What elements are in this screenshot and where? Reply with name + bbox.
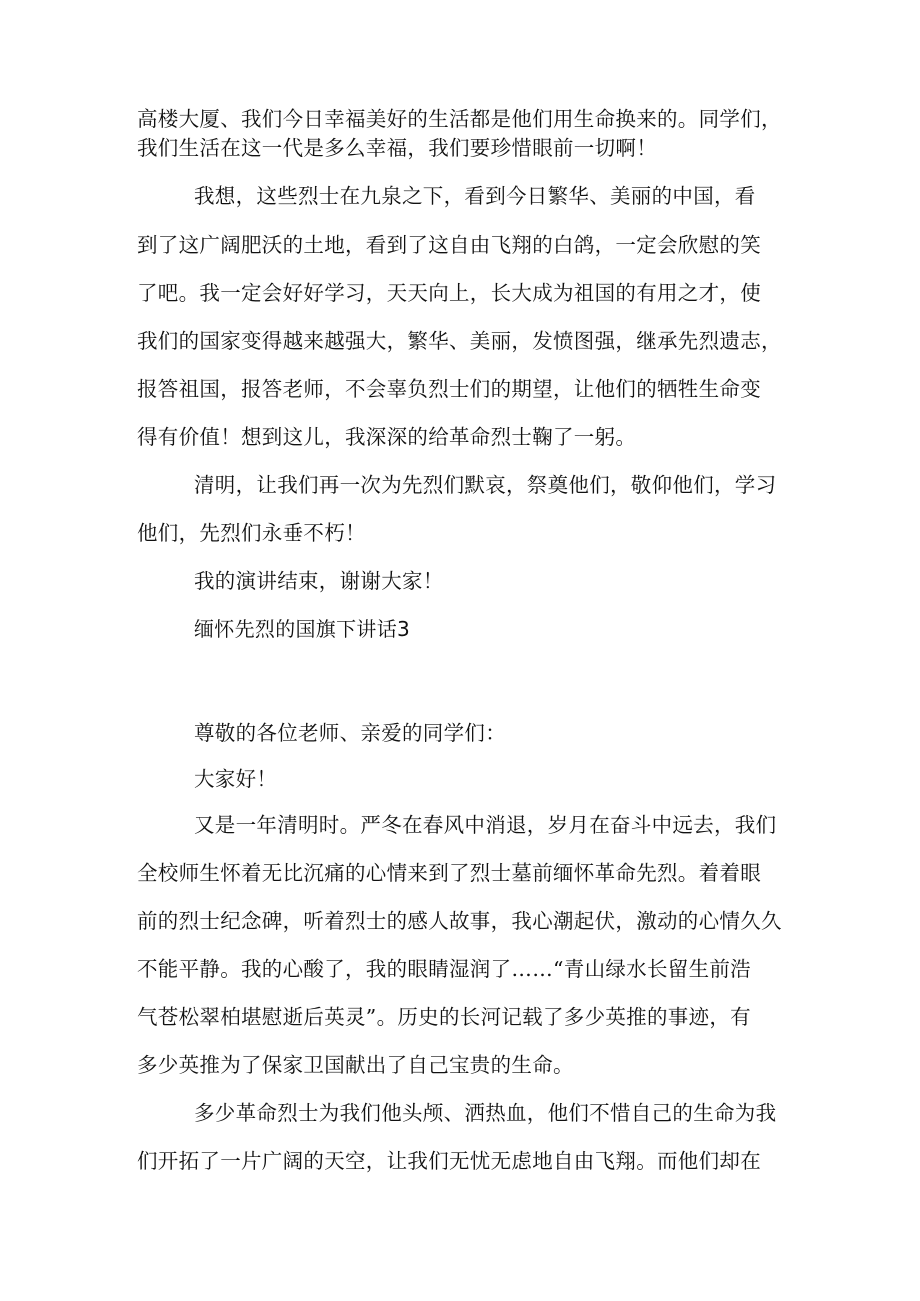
text-line: 高楼大厦、我们今日幸福美好的生活都是他们用生命换来的。同学们， (137, 107, 782, 131)
section-heading: 缅怀先烈的国旗下讲话3 (194, 617, 411, 641)
text-line: 到了这广阔肥沃的土地，看到了这自由飞翔的白鸽，一定会欣慰的笑 (137, 233, 761, 257)
text-line: 我们的国家变得越来越强大，繁华、美丽，发愤图强，继承先烈遗志， (137, 329, 782, 353)
text-line: 清明，让我们再一次为先烈们默哀，祭奠他们，敬仰他们，学习 (194, 473, 777, 497)
salutation: 尊敬的各位老师、亲爱的同学们： (194, 721, 506, 745)
text-line: 他们，先烈们永垂不朽！ (137, 521, 366, 545)
text-line: 我的演讲结束，谢谢大家！ (194, 569, 444, 593)
text-line: 报答祖国，报答老师，不会辜负烈士们的期望，让他们的牺牲生命变 (137, 377, 761, 401)
text-line: 气苍松翠柏堪慰逝后英灵”。历史的长河记载了多少英推的事迹，有 (137, 1005, 751, 1029)
text-line: 多少英推为了保家卫国献出了自己宝贵的生命。 (137, 1053, 574, 1077)
text-line: 我想，这些烈士在九泉之下，看到今日繁华、美丽的中国，看 (194, 184, 756, 208)
text-line: 们开拓了一片广阔的天空，让我们无忧无虑地自由飞翔。而他们却在 (137, 1149, 761, 1173)
text-line: 前的烈士纪念碑，听着烈士的感人故事，我心潮起伏，激动的心情久久 (137, 909, 782, 933)
text-line: 多少革命烈士为我们他头颅、洒热血，他们不惜自己的生命为我 (194, 1101, 777, 1125)
text-line: 得有价值！想到这儿，我深深的给革命烈士鞠了一躬。 (137, 425, 637, 449)
text-line: 我们生活在这一代是多么幸福，我们要珍惜眼前一切啊！ (137, 136, 657, 160)
text-line: 又是一年清明时。严冬在春风中消退，岁月在奋斗中远去，我们 (194, 813, 777, 837)
text-line: 不能平静。我的心酸了，我的眼睛湿润了……“青山绿水长留生前浩 (137, 957, 751, 981)
text-line: 了吧。我一定会好好学习，天天向上，长大成为祖国的有用之才，使 (137, 281, 761, 305)
greeting: 大家好！ (194, 767, 278, 791)
text-line: 全校师生怀着无比沉痛的心情来到了烈士墓前缅怀革命先烈。着着眼 (137, 861, 761, 885)
